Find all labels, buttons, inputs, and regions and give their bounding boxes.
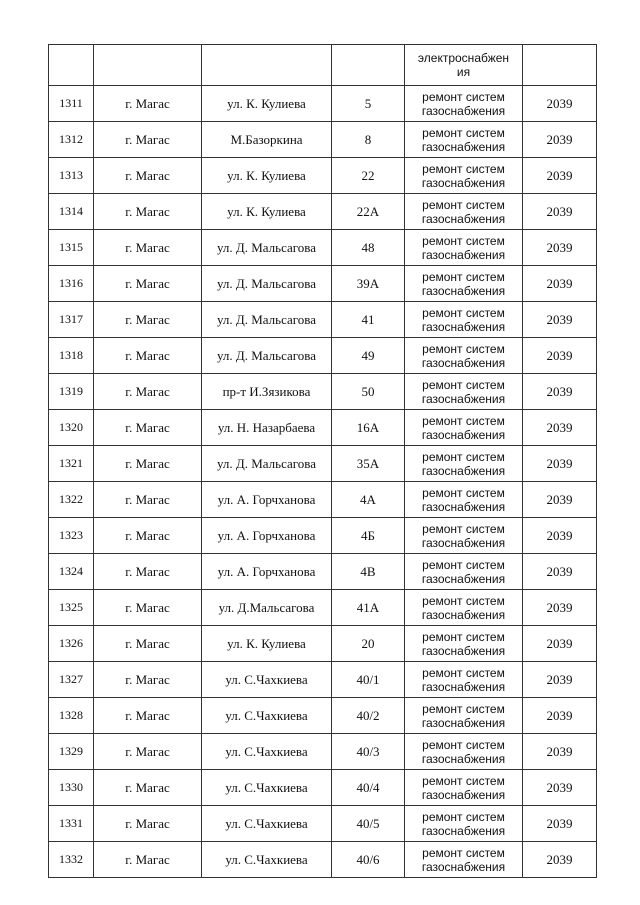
row-city: г. Магас	[94, 122, 202, 158]
row-year: 2039	[523, 554, 597, 590]
row-street: ул. Д.Мальсагова	[202, 590, 332, 626]
work-type-line-2: газоснабжения	[421, 571, 506, 586]
work-type-line-2: газоснабжения	[421, 607, 506, 622]
row-city: г. Магас	[94, 734, 202, 770]
row-number: 1321	[49, 446, 94, 482]
row-city: г. Магас	[94, 194, 202, 230]
row-house: 40/6	[332, 842, 405, 878]
work-type-line-2: газоснабжения	[421, 247, 506, 262]
table-row	[49, 266, 597, 302]
row-city: г. Магас	[94, 626, 202, 662]
table-row	[49, 770, 597, 806]
table-row	[49, 338, 597, 374]
row-work-type	[405, 446, 523, 482]
row-work-type	[405, 158, 523, 194]
row-street: ул. С.Чахкиева	[202, 698, 332, 734]
row-house: 50	[332, 374, 405, 410]
work-type-line-2: газоснабжения	[421, 859, 506, 874]
header-cell-street	[202, 45, 332, 86]
table-row	[49, 590, 597, 626]
work-type-line-2: газоснабжения	[421, 319, 506, 334]
row-year: 2039	[523, 122, 597, 158]
work-type-line-1: ремонт систем	[422, 701, 505, 716]
header-cell-city	[94, 45, 202, 86]
row-number: 1332	[49, 842, 94, 878]
row-work-type	[405, 194, 523, 230]
work-type-line-1: ремонт систем	[422, 377, 505, 392]
work-type-line-1: ремонт систем	[422, 557, 505, 572]
row-city: г. Магас	[94, 518, 202, 554]
row-street: ул. Д. Мальсагова	[202, 302, 332, 338]
row-street: ул. С.Чахкиева	[202, 806, 332, 842]
work-type-line-2: газоснабжения	[421, 751, 506, 766]
row-work-type	[405, 482, 523, 518]
row-number: 1311	[49, 86, 94, 122]
table-row	[49, 302, 597, 338]
work-type-line-1: ремонт систем	[422, 233, 505, 248]
row-street: ул. К. Кулиева	[202, 626, 332, 662]
row-number: 1326	[49, 626, 94, 662]
work-type-line-1: ремонт систем	[422, 125, 505, 140]
row-city: г. Магас	[94, 842, 202, 878]
work-type-line-1: ремонт систем	[422, 413, 505, 428]
work-type-line-1: ремонт систем	[422, 197, 505, 212]
work-type-line-1: ремонт систем	[422, 665, 505, 680]
row-number: 1324	[49, 554, 94, 590]
row-house: 40/5	[332, 806, 405, 842]
row-year: 2039	[523, 302, 597, 338]
row-year: 2039	[523, 482, 597, 518]
row-number: 1325	[49, 590, 94, 626]
row-year: 2039	[523, 86, 597, 122]
row-city: г. Магас	[94, 374, 202, 410]
row-city: г. Магас	[94, 806, 202, 842]
work-type-line-2: газоснабжения	[421, 175, 506, 190]
row-work-type	[405, 230, 523, 266]
row-number: 1327	[49, 662, 94, 698]
header-cell-number	[49, 45, 94, 86]
document-page	[48, 44, 596, 878]
row-street: ул. С.Чахкиева	[202, 734, 332, 770]
header-work-line-1: электроснабжен	[417, 51, 510, 65]
row-year: 2039	[523, 194, 597, 230]
row-city: г. Магас	[94, 338, 202, 374]
row-street: ул. К. Кулиева	[202, 86, 332, 122]
table-row	[49, 698, 597, 734]
row-year: 2039	[523, 662, 597, 698]
row-street: ул. Д. Мальсагова	[202, 230, 332, 266]
row-house: 40/2	[332, 698, 405, 734]
row-number: 1318	[49, 338, 94, 374]
row-year: 2039	[523, 410, 597, 446]
row-work-type	[405, 770, 523, 806]
row-number: 1322	[49, 482, 94, 518]
row-work-type	[405, 86, 523, 122]
row-number: 1331	[49, 806, 94, 842]
work-type-line-1: ремонт систем	[422, 449, 505, 464]
header-work-line-2: ия	[456, 65, 471, 79]
row-house: 40/3	[332, 734, 405, 770]
row-city: г. Магас	[94, 302, 202, 338]
table-row	[49, 194, 597, 230]
work-type-line-2: газоснабжения	[421, 463, 506, 478]
row-number: 1312	[49, 122, 94, 158]
row-work-type	[405, 662, 523, 698]
row-number: 1330	[49, 770, 94, 806]
work-type-line-2: газоснабжения	[421, 355, 506, 370]
work-type-line-2: газоснабжения	[421, 823, 506, 838]
work-type-line-2: газоснабжения	[421, 139, 506, 154]
row-city: г. Магас	[94, 482, 202, 518]
row-work-type	[405, 302, 523, 338]
work-type-line-2: газоснабжения	[421, 643, 506, 658]
table-row	[49, 122, 597, 158]
row-house: 4В	[332, 554, 405, 590]
row-number: 1314	[49, 194, 94, 230]
work-type-line-1: ремонт систем	[422, 809, 505, 824]
row-year: 2039	[523, 158, 597, 194]
row-street: ул. Н. Назарбаева	[202, 410, 332, 446]
work-type-line-1: ремонт систем	[422, 269, 505, 284]
work-type-line-1: ремонт систем	[422, 89, 505, 104]
row-street: М.Базоркина	[202, 122, 332, 158]
table-row	[49, 446, 597, 482]
table-row	[49, 482, 597, 518]
row-number: 1319	[49, 374, 94, 410]
row-work-type	[405, 590, 523, 626]
row-year: 2039	[523, 698, 597, 734]
row-house: 16А	[332, 410, 405, 446]
work-type-line-1: ремонт систем	[422, 521, 505, 536]
table-row	[49, 554, 597, 590]
row-work-type	[405, 122, 523, 158]
row-work-type	[405, 410, 523, 446]
work-type-line-2: газоснабжения	[421, 103, 506, 118]
table-row	[49, 230, 597, 266]
row-house: 20	[332, 626, 405, 662]
row-street: ул. С.Чахкиева	[202, 842, 332, 878]
row-work-type	[405, 338, 523, 374]
header-cell-house	[332, 45, 405, 86]
row-number: 1329	[49, 734, 94, 770]
row-number: 1323	[49, 518, 94, 554]
row-city: г. Магас	[94, 410, 202, 446]
row-house: 40/1	[332, 662, 405, 698]
row-work-type	[405, 698, 523, 734]
table-row	[49, 626, 597, 662]
row-street: ул. Д. Мальсагова	[202, 446, 332, 482]
row-work-type	[405, 842, 523, 878]
row-year: 2039	[523, 446, 597, 482]
table-row	[49, 86, 597, 122]
row-house: 41	[332, 302, 405, 338]
row-number: 1317	[49, 302, 94, 338]
table-row	[49, 734, 597, 770]
work-type-line-2: газоснабжения	[421, 211, 506, 226]
work-type-line-2: газоснабжения	[421, 499, 506, 514]
row-house: 48	[332, 230, 405, 266]
row-work-type	[405, 626, 523, 662]
row-year: 2039	[523, 842, 597, 878]
work-type-line-2: газоснабжения	[421, 715, 506, 730]
row-street: ул. К. Кулиева	[202, 158, 332, 194]
row-house: 35А	[332, 446, 405, 482]
table-row	[49, 806, 597, 842]
row-street: ул. Д. Мальсагова	[202, 338, 332, 374]
row-number: 1320	[49, 410, 94, 446]
row-street: ул. С.Чахкиева	[202, 770, 332, 806]
row-year: 2039	[523, 230, 597, 266]
row-street: ул. С.Чахкиева	[202, 662, 332, 698]
work-type-line-1: ремонт систем	[422, 845, 505, 860]
row-number: 1313	[49, 158, 94, 194]
row-house: 41А	[332, 590, 405, 626]
header-cell-work-type	[405, 45, 523, 86]
row-city: г. Магас	[94, 158, 202, 194]
work-type-line-2: газоснабжения	[421, 679, 506, 694]
header-continuation-row	[49, 45, 597, 86]
row-city: г. Магас	[94, 266, 202, 302]
work-type-line-1: ремонт систем	[422, 773, 505, 788]
table-row	[49, 374, 597, 410]
row-number: 1328	[49, 698, 94, 734]
work-type-line-1: ремонт систем	[422, 593, 505, 608]
row-house: 22А	[332, 194, 405, 230]
row-city: г. Магас	[94, 554, 202, 590]
row-city: г. Магас	[94, 230, 202, 266]
row-year: 2039	[523, 338, 597, 374]
header-cell-year	[523, 45, 597, 86]
work-type-line-2: газоснабжения	[421, 787, 506, 802]
row-year: 2039	[523, 374, 597, 410]
work-type-line-1: ремонт систем	[422, 341, 505, 356]
row-street: ул. К. Кулиева	[202, 194, 332, 230]
work-type-line-2: газоснабжения	[421, 427, 506, 442]
work-type-line-2: газоснабжения	[421, 391, 506, 406]
row-number: 1316	[49, 266, 94, 302]
row-work-type	[405, 806, 523, 842]
work-type-line-2: газоснабжения	[421, 535, 506, 550]
work-type-line-1: ремонт систем	[422, 161, 505, 176]
row-house: 4Б	[332, 518, 405, 554]
row-year: 2039	[523, 590, 597, 626]
row-street: пр-т И.Зязикова	[202, 374, 332, 410]
table-body	[49, 45, 597, 878]
row-work-type	[405, 518, 523, 554]
row-house: 40/4	[332, 770, 405, 806]
row-house: 49	[332, 338, 405, 374]
row-street: ул. А. Горчханова	[202, 554, 332, 590]
row-work-type	[405, 374, 523, 410]
work-type-line-2: газоснабжения	[421, 283, 506, 298]
row-work-type	[405, 266, 523, 302]
row-year: 2039	[523, 770, 597, 806]
row-house: 8	[332, 122, 405, 158]
table-row	[49, 158, 597, 194]
row-street: ул. Д. Мальсагова	[202, 266, 332, 302]
row-work-type	[405, 734, 523, 770]
row-year: 2039	[523, 626, 597, 662]
table-row	[49, 410, 597, 446]
row-city: г. Магас	[94, 662, 202, 698]
work-type-line-1: ремонт систем	[422, 629, 505, 644]
table-row	[49, 842, 597, 878]
row-work-type	[405, 554, 523, 590]
work-type-line-1: ремонт систем	[422, 485, 505, 500]
work-type-line-1: ремонт систем	[422, 305, 505, 320]
row-year: 2039	[523, 734, 597, 770]
row-city: г. Магас	[94, 86, 202, 122]
row-year: 2039	[523, 266, 597, 302]
row-city: г. Магас	[94, 770, 202, 806]
repair-schedule-table	[48, 44, 597, 878]
row-house: 39А	[332, 266, 405, 302]
row-house: 22	[332, 158, 405, 194]
work-type-line-1: ремонт систем	[422, 737, 505, 752]
table-row	[49, 662, 597, 698]
row-street: ул. А. Горчханова	[202, 482, 332, 518]
table-row	[49, 518, 597, 554]
row-number: 1315	[49, 230, 94, 266]
row-year: 2039	[523, 518, 597, 554]
row-house: 5	[332, 86, 405, 122]
row-house: 4А	[332, 482, 405, 518]
row-city: г. Магас	[94, 446, 202, 482]
row-city: г. Магас	[94, 698, 202, 734]
row-street: ул. А. Горчханова	[202, 518, 332, 554]
row-city: г. Магас	[94, 590, 202, 626]
row-year: 2039	[523, 806, 597, 842]
